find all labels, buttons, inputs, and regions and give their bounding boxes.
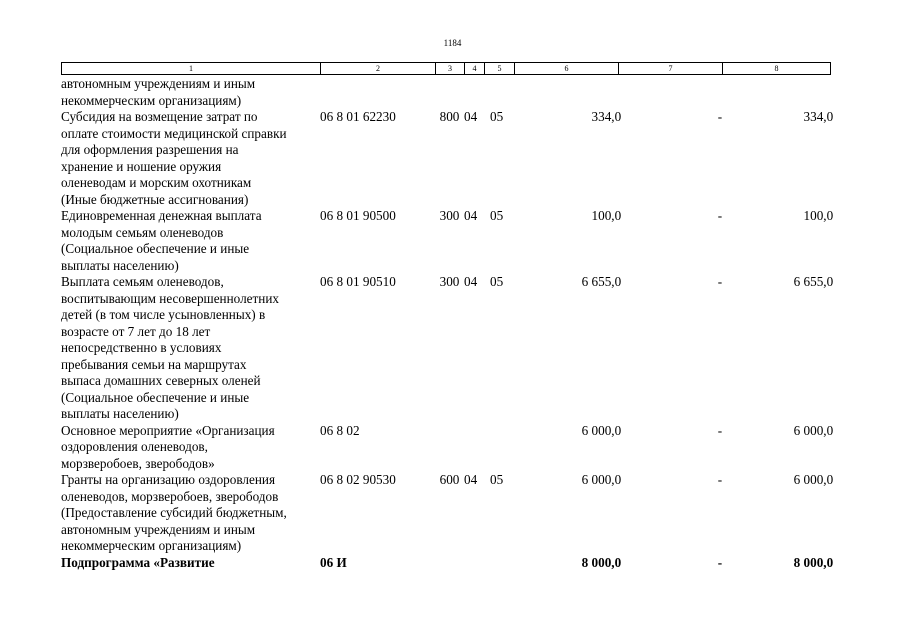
row-expense-type: 600 xyxy=(439,472,460,487)
table-row xyxy=(61,274,833,423)
row-amount-col8: 334,0 xyxy=(803,109,834,124)
row-amount-col7: - xyxy=(717,472,723,487)
row-section: 04 xyxy=(464,274,478,289)
row-code: 06 И xyxy=(320,554,347,570)
row-expense-type xyxy=(435,76,464,109)
column-number-3: 3 xyxy=(436,63,465,75)
column-header-table xyxy=(61,62,831,75)
row-subsection xyxy=(487,423,517,473)
row-code: 06 8 01 90510 xyxy=(320,274,396,289)
row-amount-col6: 334,0 xyxy=(591,109,622,124)
row-amount-col8: 8 000,0 xyxy=(793,554,834,570)
row-amount-col6: 100,0 xyxy=(591,208,622,223)
column-number-7: 7 xyxy=(619,63,723,75)
row-amount-col7: - xyxy=(717,554,723,570)
row-expense-type: 300 xyxy=(439,274,460,289)
row-amount-col7: - xyxy=(717,422,723,438)
row-amount-col6 xyxy=(517,76,621,109)
row-subsection xyxy=(487,76,517,109)
row-amount-col6: 6 655,0 xyxy=(581,274,622,289)
row-amount-col8: 6 000,0 xyxy=(793,422,834,438)
row-name: Основное мероприятие «Организация оздоровления оленеводов, морзверобоев, зверободов» xyxy=(61,422,275,471)
row-name: Подпрограмма «Развитие xyxy=(61,554,215,570)
row-code: 06 8 02 xyxy=(320,422,360,438)
row-name: автономным учреждениям и иным некоммерческим организациям) xyxy=(61,76,256,108)
row-amount-col7: - xyxy=(717,109,723,124)
row-section xyxy=(464,76,487,109)
row-name: Гранты на организацию оздоровления оленеводов, морзверобоев, зверободов (Предоставление субсидий бюджетным, автономным учреждениям и иным некоммерческим организациям) xyxy=(61,472,287,553)
table-row xyxy=(61,472,833,555)
column-number-2: 2 xyxy=(321,63,436,75)
table-row xyxy=(61,423,833,473)
row-expense-type xyxy=(435,423,464,473)
row-amount-col7: - xyxy=(717,274,723,289)
row-subsection xyxy=(487,555,517,572)
row-amount-col8: 6 655,0 xyxy=(793,274,834,289)
row-amount-col7: - xyxy=(717,208,723,223)
table-row xyxy=(61,109,833,208)
row-amount-col7 xyxy=(621,76,725,109)
row-expense-type xyxy=(435,555,464,572)
column-number-4: 4 xyxy=(465,63,485,75)
budget-table xyxy=(61,76,833,571)
row-amount-col6: 6 000,0 xyxy=(581,472,622,487)
table-row xyxy=(61,76,833,109)
row-amount-col6: 6 000,0 xyxy=(581,422,622,438)
row-section xyxy=(464,555,487,572)
column-number-1: 1 xyxy=(62,63,321,75)
row-expense-type: 300 xyxy=(439,208,460,223)
column-number-8: 8 xyxy=(723,63,831,75)
table-row xyxy=(61,555,833,572)
page-number: 1184 xyxy=(443,38,462,48)
row-code: 06 8 02 90530 xyxy=(320,472,396,487)
row-section: 04 xyxy=(464,472,478,487)
row-amount-col8 xyxy=(725,76,833,109)
column-number-5: 5 xyxy=(485,63,515,75)
table-row xyxy=(61,208,833,274)
row-section: 04 xyxy=(464,109,478,124)
row-code: 06 8 01 62230 xyxy=(320,109,396,124)
row-name: Выплата семьям оленеводов, воспитывающим несовершеннолетних детей (в том числе усыновленных) в возрасте от 7 лет до 18 лет непосредственно в условиях пребывания семьи на маршрутах выпаса домашних северных оленей (Социальное обеспечение и иные выплаты населению) xyxy=(61,274,279,421)
row-subsection: 05 xyxy=(490,109,504,124)
row-code xyxy=(320,76,435,109)
row-subsection: 05 xyxy=(490,208,504,223)
row-name: Единовременная денежная выплата молодым семьям оленеводов (Социальное обеспечение и иные выплаты населению) xyxy=(61,208,262,273)
row-subsection: 05 xyxy=(490,472,504,487)
row-subsection: 05 xyxy=(490,274,504,289)
column-number-row xyxy=(62,63,831,75)
row-amount-col8: 100,0 xyxy=(803,208,834,223)
row-section xyxy=(464,423,487,473)
row-amount-col8: 6 000,0 xyxy=(793,472,834,487)
row-code: 06 8 01 90500 xyxy=(320,208,396,223)
row-section: 04 xyxy=(464,208,478,223)
row-name: Субсидия на возмещение затрат по оплате стоимости медицинской справки для оформления разрешения на хранение и ношение оружия оленеводам и морским охотникам (Иные бюджетные ассигнования) xyxy=(61,109,287,207)
row-amount-col6: 8 000,0 xyxy=(581,554,622,570)
column-number-6: 6 xyxy=(515,63,619,75)
row-expense-type: 800 xyxy=(439,109,460,124)
